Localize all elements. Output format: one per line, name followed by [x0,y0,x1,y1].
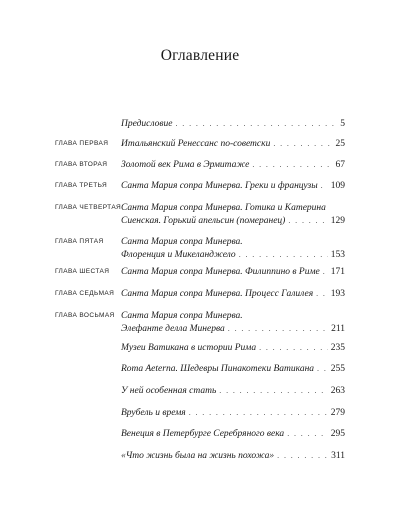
page-number: 255 [330,364,345,374]
toc-entry-line [121,250,345,264]
toc-entry-line [121,289,345,303]
toc-entry-line [121,267,345,281]
entry-title: Золотой век Рима в Эрмитаже [121,160,250,170]
page-number: 5 [340,119,345,129]
entry-title: Санта Мария сопра Минерва. [121,311,243,321]
page-number: 153 [330,250,345,260]
toc-entry-line [121,343,345,357]
page-number: 67 [335,160,345,170]
dot-leader [239,250,328,259]
page-number: 279 [330,408,345,418]
toc-entry-line [121,451,345,465]
page-title: Оглавление [160,47,240,64]
entry-title: Roma Aeterna. Шедевры Пинакотеки Ватикана [121,364,315,374]
dot-leader [321,181,328,190]
entry-title: Санта Мария сопра Минерва. Процесс Галилея [121,289,314,299]
page-number: 109 [330,181,345,191]
dot-leader [175,119,337,128]
entry-title: Предисловие [121,119,173,129]
dot-leader [287,429,328,438]
toc-entry-line [121,324,345,338]
page-number: 129 [330,216,345,226]
chapter-label: ГЛАВА ШЕСТАЯ [55,268,110,275]
chapter-label: ГЛАВА ПЯТАЯ [55,238,104,245]
page-number: 25 [335,139,345,149]
page-number: 295 [330,429,345,439]
toc-entry-line [121,216,345,230]
chapter-label: ГЛАВА СЕДЬМАЯ [55,290,115,297]
page-number: 193 [330,289,345,299]
toc-entry-line [121,429,345,443]
toc-entry-line [121,364,345,378]
entry-title: «Что жизнь была на жизнь похожа» [121,451,275,461]
dot-leader [228,324,328,333]
dot-leader [316,289,328,298]
toc-entry-line [121,139,345,153]
dot-leader [273,139,332,148]
chapter-label: ГЛАВА ПЕРВАЯ [55,140,109,147]
entry-title-continued: Сиенская. Горький апельсин (померанец) [121,216,286,226]
toc-entry-line [121,181,345,195]
toc-entry-line [121,408,345,422]
page-number: 311 [331,451,345,461]
dot-leader [288,216,327,225]
page-number: 211 [331,324,345,334]
toc-entry-line [121,386,345,400]
entry-title-continued: Флоренция и Микеланджело [121,250,236,260]
dot-leader [219,386,327,395]
toc-entry-line [121,237,345,251]
dot-leader [323,267,328,276]
entry-title-continued: Элефанте делла Минерва [121,324,225,334]
toc-entry-line [121,311,345,325]
page-number: 171 [330,267,345,277]
page-number: 235 [330,343,345,353]
dot-leader [259,343,328,352]
chapter-label: ГЛАВА ВТОРАЯ [55,161,108,168]
toc-entry-line [121,160,345,174]
chapter-label: ГЛАВА ВОСЬМАЯ [55,312,115,319]
entry-title: Врубель и время [121,408,186,418]
dot-leader [252,160,332,169]
chapter-label: ГЛАВА ЧЕТВЕРТАЯ [55,204,122,211]
dot-leader [317,364,328,373]
entry-title: Музеи Ватикана в истории Рима [121,343,257,353]
toc-entry-line [121,203,345,217]
entry-title: Венеция в Петербурге Серебряного века [121,429,285,439]
toc-entry-line [121,119,345,133]
entry-title: Санта Мария сопра Минерва. Греки и французы [121,181,318,191]
entry-title: У ней особенная стать [121,386,217,396]
entry-title: Санта Мария сопра Минерва. Готика и Катерина [121,203,326,213]
entry-title: Санта Мария сопра Минерва. [121,237,243,247]
entry-title: Санта Мария сопра Минерва. Филиппино в Риме [121,267,320,277]
chapter-label: ГЛАВА ТРЕТЬЯ [55,182,108,189]
dot-leader [277,451,328,460]
entry-title: Итальянский Ренессанс по-советски [121,139,271,149]
dot-leader [189,408,328,417]
page-number: 263 [330,386,345,396]
